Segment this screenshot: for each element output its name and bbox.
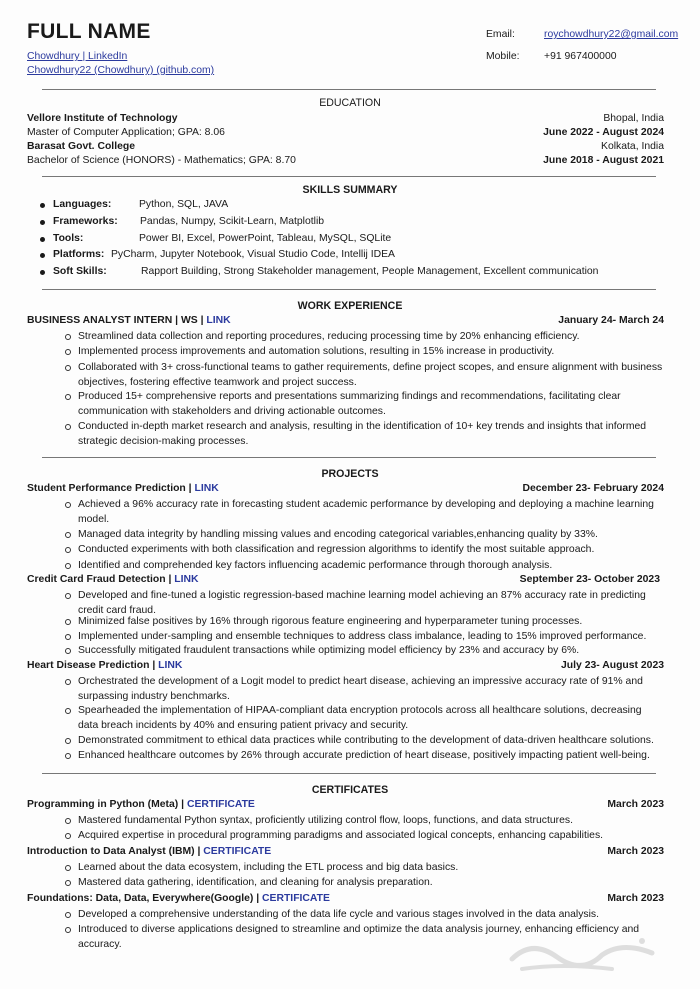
job-header bbox=[27, 315, 664, 329]
certificate-header bbox=[27, 893, 664, 907]
skill-label: Frameworks: bbox=[53, 216, 118, 227]
project-bullet: Developed and fine-tuned a logistic regression-based machine learning model achieving an 87% accuracy rate in predicting credit card fraud. bbox=[78, 589, 664, 618]
certificate-bullet: Introduced to diverse applications designed to streamline and optimize the data analysis journey, enhancing efficiency and accuracy. bbox=[78, 923, 664, 952]
section-divider bbox=[42, 773, 656, 774]
section-divider bbox=[42, 89, 656, 90]
candidate-name: FULL NAME bbox=[27, 20, 151, 43]
project-bullet: Achieved a 96% accuracy rate in forecasting student academic performance by developing and deploying a machine learning model. bbox=[78, 498, 664, 527]
education-entry bbox=[27, 141, 664, 155]
mobile-row bbox=[486, 51, 617, 62]
project-header bbox=[27, 660, 664, 674]
certificate-title bbox=[27, 799, 255, 810]
education-heading: EDUCATION bbox=[319, 97, 381, 109]
bullet-icon bbox=[40, 237, 45, 242]
certificate-name: Introduction to Data Analyst (IBM) | bbox=[27, 846, 204, 857]
project-bullet: Conducted experiments with both classification and regression algorithms to identify the most suitable approach. bbox=[78, 543, 664, 558]
school-location: Bhopal, India bbox=[603, 113, 664, 124]
bullet-icon bbox=[40, 203, 45, 208]
certificate-header bbox=[27, 799, 664, 813]
certificate-date: March 2023 bbox=[607, 799, 664, 810]
project-bullet: Spearheaded the implementation of HIPAA-compliant data encryption protocols across all healthcare solutions, decreasing data breach incidents by 40% and ensuring patient privacy and security. bbox=[78, 704, 664, 733]
work-bullet: Conducted in-depth market research and analysis, resulting in the identification of 10+ key trends and insights that informed strategic decision-making processes. bbox=[78, 420, 664, 449]
certificate-link[interactable]: CERTIFICATE bbox=[262, 893, 330, 904]
project-bullet: Successfully mitigated fraudulent transactions while optimizing model efficiency by 23% and accuracy by 6%. bbox=[78, 644, 664, 659]
school-location: Kolkata, India bbox=[601, 141, 664, 152]
section-divider bbox=[42, 289, 656, 290]
certificate-date: March 2023 bbox=[607, 846, 664, 857]
github-link[interactable]: Chowdhury22 (Chowdhury) (github.com) bbox=[27, 65, 215, 76]
project-link[interactable]: LINK bbox=[194, 483, 219, 494]
project-dates: July 23- August 2023 bbox=[561, 660, 664, 671]
job-title bbox=[27, 315, 231, 326]
degree: Master of Computer Application; GPA: 8.06 bbox=[27, 127, 225, 138]
work-bullet: Implemented process improvements and automation solutions, resulting in 15% increase in productivity. bbox=[78, 345, 664, 360]
certificate-bullet: Mastered data gathering, identification, and cleaning for analysis preparation. bbox=[78, 876, 664, 891]
certificate-title bbox=[27, 846, 271, 857]
watermark-logo-icon bbox=[502, 929, 672, 975]
work-bullet: Collaborated with 3+ cross-functional teams to gather requirements, define project scopes, and ensure alignment with business objectives, fostering effective teamwork and project success. bbox=[78, 361, 664, 390]
project-bullet: Demonstrated commitment to ethical data practices while contributing to the development of data-driven healthcare solutions. bbox=[78, 734, 664, 749]
project-bullet: Managed data integrity by handling missing values and encoding categorical variables,enhancing quality by 33%. bbox=[78, 528, 664, 543]
work-bullet: Produced 15+ comprehensive reports and presentations summarizing findings and recommendations, facilitating clear communication with stakeholders and driving actionable outcomes. bbox=[78, 390, 664, 419]
bullet-icon bbox=[40, 220, 45, 225]
job-role: BUSINESS ANALYST INTERN | WS | bbox=[27, 315, 207, 326]
certificate-title bbox=[27, 893, 330, 904]
project-header bbox=[27, 574, 664, 588]
school-name: Vellore Institute of Technology bbox=[27, 113, 178, 124]
project-bullet: Implemented under-sampling and ensemble techniques to address class imbalance, leading to 15% improved performance. bbox=[78, 630, 664, 645]
bullet-icon bbox=[40, 253, 45, 258]
project-bullet: Orchestrated the development of a Logit model to predict heart disease, achieving an impressive accuracy rate of 91% and surpassing industry benchmarks. bbox=[78, 675, 664, 704]
email-label: Email: bbox=[486, 29, 515, 40]
skill-label: Platforms: bbox=[53, 249, 105, 260]
certificates-heading: CERTIFICATES bbox=[311, 784, 389, 796]
skill-value: Power BI, Excel, PowerPoint, Tableau, MySQL, SQLite bbox=[139, 233, 392, 244]
project-title bbox=[27, 574, 199, 585]
certificate-name: Programming in Python (Meta) | bbox=[27, 799, 187, 810]
certificate-link[interactable]: CERTIFICATE bbox=[186, 799, 255, 810]
project-name: Student Performance Prediction | bbox=[27, 483, 195, 494]
project-bullet: Minimized false positives by 16% through rigorous feature engineering and hyperparameter tuning processes. bbox=[78, 615, 664, 630]
certificate-date: March 2023 bbox=[607, 893, 664, 904]
certificate-name: Foundations: Data, Data, Everywhere(Google) | bbox=[27, 893, 263, 904]
project-bullet: Identified and comprehended key factors influencing academic performance through thorough analysis. bbox=[78, 559, 664, 574]
bullet-icon bbox=[40, 270, 45, 275]
certificate-bullet: Developed a comprehensive understanding of the data life cycle and various stages involved in the data analysis. bbox=[78, 908, 664, 923]
work-heading: WORK EXPERIENCE bbox=[297, 300, 403, 312]
skill-value: Python, SQL, JAVA bbox=[139, 199, 229, 210]
project-header bbox=[27, 483, 664, 497]
project-name: Credit Card Fraud Detection | bbox=[27, 574, 175, 585]
certificate-bullet: Learned about the data ecosystem, including the ETL process and big data basics. bbox=[78, 861, 664, 876]
project-bullet: Enhanced healthcare outcomes by 26% through accurate prediction of heart disease, positively impacting patient well-being. bbox=[78, 749, 664, 764]
education-entry bbox=[27, 113, 664, 127]
skill-label: Soft Skills: bbox=[53, 266, 107, 277]
project-title bbox=[27, 660, 182, 671]
education-entry-detail bbox=[27, 127, 664, 141]
skill-value: Pandas, Numpy, Scikit-Learn, Matplotlib bbox=[140, 216, 325, 227]
project-link[interactable]: LINK bbox=[174, 574, 199, 585]
linkedin-link[interactable]: Chowdhury | LinkedIn bbox=[27, 51, 128, 62]
skill-value: Rapport Building, Strong Stakeholder management, People Management, Excellent communication bbox=[141, 266, 599, 277]
skill-label: Tools: bbox=[53, 233, 84, 244]
mobile-label: Mobile: bbox=[486, 51, 520, 62]
degree: Bachelor of Science (HONORS) - Mathematics; GPA: 8.70 bbox=[27, 155, 296, 166]
work-bullet: Streamlined data collection and reporting procedures, reducing processing time by 20% enhancing efficiency. bbox=[78, 330, 664, 345]
project-dates: September 23- October 2023 bbox=[519, 574, 660, 585]
email-link[interactable]: roychowdhury22@gmail.com bbox=[544, 29, 679, 40]
education-dates: June 2022 - August 2024 bbox=[543, 127, 664, 138]
section-divider bbox=[42, 457, 656, 458]
skill-value: PyCharm, Jupyter Notebook, Visual Studio Code, Intellij IDEA bbox=[111, 249, 395, 260]
project-link[interactable]: LINK bbox=[158, 660, 183, 671]
email-row bbox=[486, 29, 678, 40]
job-link[interactable]: LINK bbox=[206, 315, 231, 326]
certificate-link[interactable]: CERTIFICATE bbox=[203, 846, 272, 857]
skills-heading: SKILLS SUMMARY bbox=[302, 184, 398, 196]
project-name: Heart Disease Prediction | bbox=[27, 660, 159, 671]
certificate-bullet: Mastered fundamental Python syntax, proficiently utilizing control flow, loops, functions, and data structures. bbox=[78, 814, 664, 829]
skill-label: Languages: bbox=[53, 199, 112, 210]
school-name: Barasat Govt. College bbox=[27, 141, 135, 152]
section-divider bbox=[42, 176, 656, 177]
project-dates: December 23- February 2024 bbox=[522, 483, 664, 494]
projects-heading: PROJECTS bbox=[321, 468, 379, 480]
certificate-header bbox=[27, 846, 664, 860]
certificate-bullet: Acquired expertise in procedural programming paradigms and associated logical concepts, enhancing capabilities. bbox=[78, 829, 664, 844]
project-title bbox=[27, 483, 219, 494]
education-entry-detail bbox=[27, 155, 664, 169]
job-dates: January 24- March 24 bbox=[558, 315, 664, 326]
mobile-number: +91 967400000 bbox=[544, 51, 617, 62]
education-dates: June 2018 - August 2021 bbox=[543, 155, 664, 166]
